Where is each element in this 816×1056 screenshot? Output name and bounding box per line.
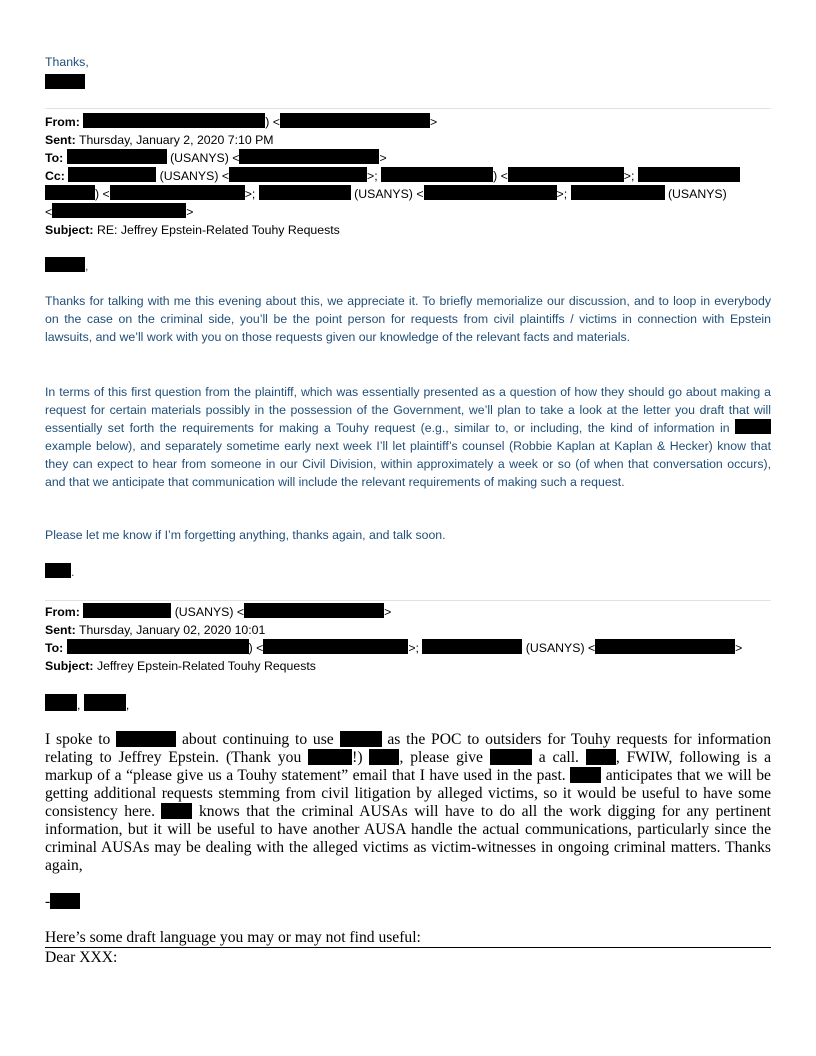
redaction-block — [50, 893, 80, 909]
text-fragment: !) — [352, 749, 363, 766]
text-fragment: Thursday, January 2, 2020 7:10 PM — [78, 133, 274, 147]
text-fragment: In terms of this first question from the plaintiff, which was essentially presented as a question of how they should go about making a request for certain materials possibly in the possession of the Government, we’ll plan to take a look at the letter you draft that will essentially set forth the requirements for making a Touhy request (e.g., similar to, or including, the kind of information in — [45, 385, 771, 435]
redaction-block — [571, 185, 665, 200]
text-fragment: (USANYS) — [170, 151, 229, 165]
redaction-block — [239, 149, 379, 164]
redaction-block — [381, 167, 493, 182]
original-sign-off: - — [45, 893, 771, 911]
redaction-block — [45, 257, 85, 272]
redaction-block — [84, 694, 126, 711]
original-salutation: , , — [45, 694, 771, 714]
text-fragment: about continuing to use — [182, 731, 334, 748]
header-field-label: Sent: — [45, 623, 76, 637]
redaction-block — [340, 731, 382, 747]
redaction-block — [83, 603, 171, 618]
redaction-block — [280, 113, 430, 128]
header-field-label: Sent: — [45, 133, 76, 147]
redaction-block — [638, 167, 740, 182]
redaction-block — [45, 185, 95, 200]
text-fragment: a call. — [538, 749, 579, 766]
text-fragment: Thursday, January 02, 2020 10:01 — [78, 623, 266, 637]
header-divider — [45, 108, 771, 109]
cc-line: Cc: (USANYS) < >; ) < >; — [45, 167, 771, 185]
draft-intro: Here’s some draft language you may or may not find useful: — [45, 929, 421, 946]
sent-line — [45, 131, 771, 149]
header-field-label: To: — [45, 641, 64, 655]
header-field-label: From: — [45, 115, 80, 129]
redaction-block — [263, 639, 408, 654]
reply-closing: Thanks, — [45, 55, 89, 69]
redaction-block — [259, 185, 351, 200]
reply-header — [45, 113, 771, 239]
text-fragment: (USANYS) — [174, 605, 234, 619]
text-fragment: (USANYS) — [354, 187, 413, 201]
redaction-block — [45, 694, 77, 711]
original-body — [45, 731, 771, 875]
redaction-block — [67, 639, 249, 654]
header-field-label: Cc: — [45, 169, 65, 183]
redaction-block — [586, 749, 616, 765]
subject-line — [45, 657, 771, 675]
redaction-block — [110, 185, 245, 200]
cc-line-cont-2: < > — [45, 205, 194, 219]
from-line: From: (USANYS) < > — [45, 605, 392, 619]
redaction-block — [229, 167, 367, 182]
redaction-block — [52, 203, 186, 218]
redaction-block — [735, 419, 771, 434]
text-fragment: (USANYS) — [159, 169, 219, 183]
header-field-label: Subject: — [45, 659, 94, 673]
redaction-block — [422, 639, 522, 654]
redaction-block — [45, 563, 71, 578]
text-fragment: knows that the criminal AUSAs will have to do all the work digging for any pertinent information, but it will be useful to have another AUSA handle the actual communications, particularly since the criminal AUSAs may be dealing with the alleged victims as victim-witnesses in ongoing criminal matters. Thanks again, — [45, 803, 771, 874]
from-line: From: ) < > — [45, 115, 438, 129]
to-line: To: ) < >; (USANYS) < > — [45, 641, 743, 655]
text-fragment: anticipates that we will be getting additional requests stemming from civil litigation by alleged victims, so it would be useful to have some consistency here. — [45, 767, 771, 820]
draft-divider — [45, 947, 771, 948]
text-fragment: (USANYS) — [525, 641, 585, 655]
to-line: To: (USANYS) < > — [45, 151, 387, 165]
sent-line — [45, 621, 771, 639]
text-fragment: as the POC to outsiders for Touhy requests for information relating to Jeffrey Epstein. (Thank you — [45, 731, 771, 766]
redaction-block — [424, 185, 557, 200]
redaction-block — [369, 749, 399, 765]
redaction-block — [83, 113, 265, 128]
redaction-block — [490, 749, 532, 765]
draft-salutation: Dear XXX: — [45, 949, 118, 966]
header-field-label: From: — [45, 605, 80, 619]
header-field-label: Subject: — [45, 223, 94, 237]
reply-sign-off: . — [45, 563, 771, 581]
redaction-block — [45, 74, 85, 89]
redaction-block — [161, 803, 192, 819]
redaction-block — [116, 731, 176, 747]
original-header — [45, 603, 771, 675]
text-fragment: (USANYS) — [667, 187, 727, 201]
reply-paragraph-3: Please let me know if I’m forgetting anything, thanks again, and talk soon. — [45, 528, 446, 542]
redaction-block — [67, 149, 167, 164]
text-fragment: Jeffrey Epstein-Related Touhy Requests — [96, 659, 316, 673]
cc-line-cont: ) < >; (USANYS) < >; (USANYS) — [45, 185, 771, 203]
reply-salutation: , — [45, 257, 771, 275]
text-fragment: RE: Jeffrey Epstein-Related Touhy Requests — [96, 223, 340, 237]
reply-paragraph-1: Thanks for talking with me this evening about this, we appreciate it. To briefly memorialize our discussion, and to loop in everybody on the case on the criminal side, you’ll be the point person for requests from civil plaintiffs / victims in connection with Epstein lawsuits, and we’ll work with you on those requests given our knowledge of the relevant facts and materials. — [45, 294, 771, 344]
redaction-block — [570, 767, 601, 783]
redaction-block — [595, 639, 735, 654]
reply-signature — [45, 74, 771, 92]
header-divider-2 — [45, 600, 771, 601]
text-fragment: example below), and separately sometime early next week I’ll let plaintiff’s counsel (Robbie Kaplan at Kaplan & Hecker) know that they can expect to hear from someone in our Civil Division, within approximately a week or so (of when that conversation occurs), and that we anticipate that communication will include the relevant requirements of making such a request. — [45, 439, 771, 489]
text-fragment: I spoke to — [45, 731, 111, 748]
redaction-block — [244, 603, 384, 618]
header-field-label: To: — [45, 151, 64, 165]
text-fragment: , FWIW, following is a markup of a “please give us a Touhy statement” email that I have used in the past. — [45, 749, 771, 784]
subject-line — [45, 221, 771, 239]
text-fragment: , please give — [399, 749, 483, 766]
redaction-block — [68, 167, 156, 182]
redaction-block — [308, 749, 352, 765]
redaction-block — [508, 167, 624, 182]
reply-paragraph-2 — [45, 383, 771, 491]
